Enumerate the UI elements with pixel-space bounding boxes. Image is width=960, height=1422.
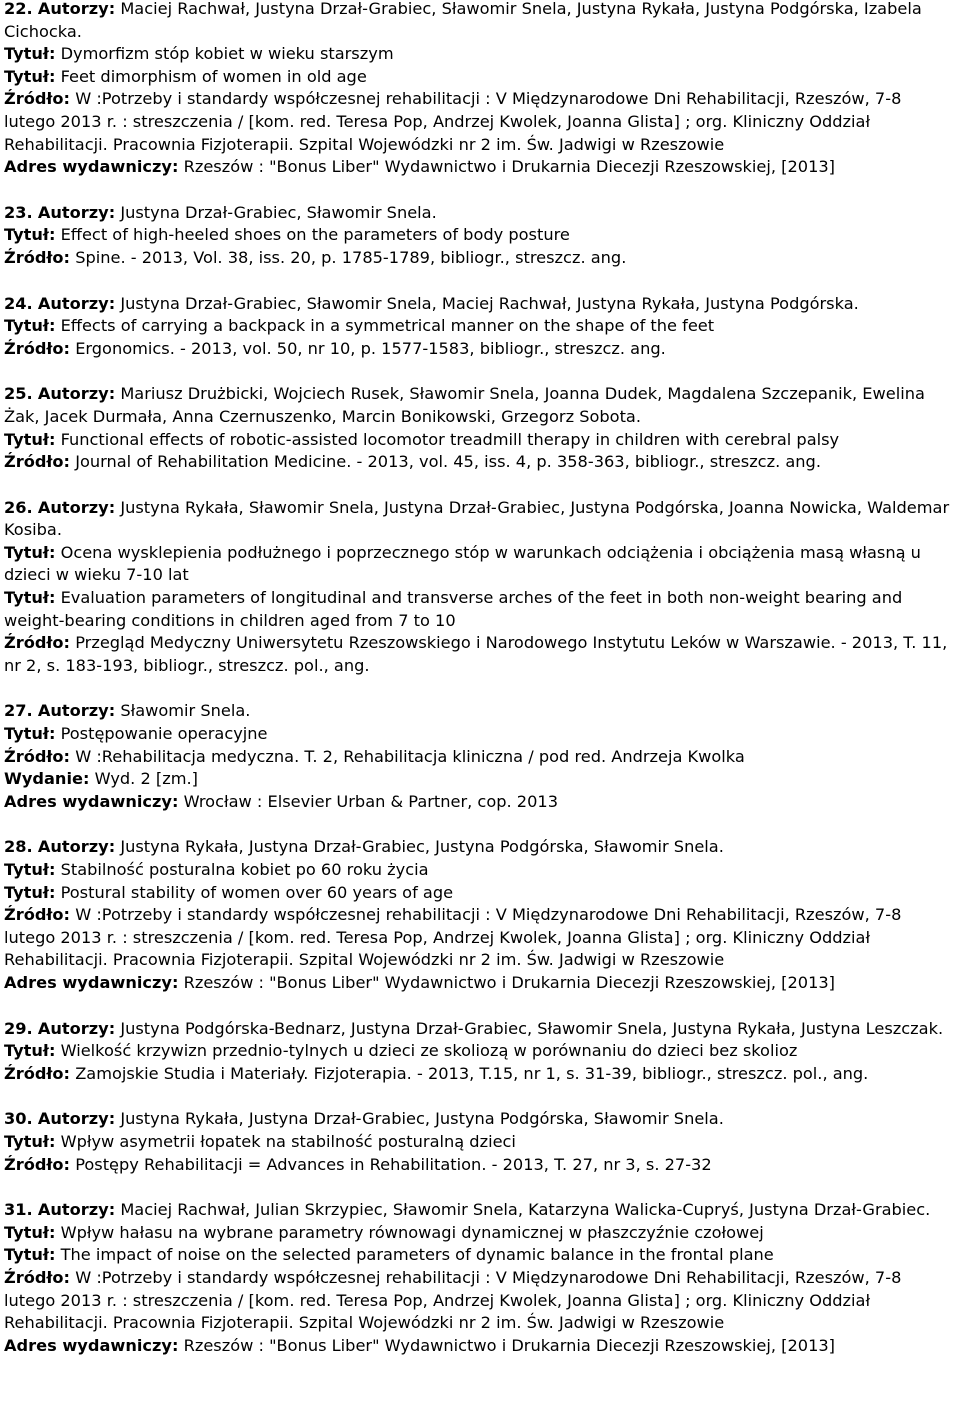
- field-label: Autorzy:: [37, 384, 116, 404]
- publication-entry: [4, 1108, 952, 1176]
- entry-number: 26.: [4, 497, 33, 517]
- entry-field: [4, 1154, 952, 1177]
- field-label: Adres wydawniczy:: [4, 791, 179, 811]
- entry-field: [4, 293, 952, 316]
- entry-field: [4, 43, 952, 66]
- entry-field: [4, 202, 952, 225]
- field-value: Wpływ asymetrii łopatek na stabilność posturalną dzieci: [60, 1131, 516, 1151]
- field-value: Rzeszów : "Bonus Liber" Wydawnictwo i Drukarnia Diecezji Rzeszowskiej, [2013]: [183, 157, 835, 177]
- publication-entry: [4, 293, 952, 361]
- entry-field: [4, 451, 952, 474]
- entry-number: 30.: [4, 1109, 33, 1129]
- field-value: Justyna Drzał-Grabiec, Sławomir Snela, Maciej Rachwał, Justyna Rykała, Justyna Podgórska.: [120, 293, 859, 313]
- field-label: Adres wydawniczy:: [4, 972, 179, 992]
- entry-number: 24.: [4, 293, 33, 313]
- entry-field: [4, 768, 952, 791]
- entry-field: [4, 383, 952, 428]
- field-label: Autorzy:: [37, 293, 116, 313]
- field-label: Tytuł:: [4, 882, 56, 902]
- entry-number: 29.: [4, 1018, 33, 1038]
- entry-field: [4, 700, 952, 723]
- field-label: Źródło:: [4, 633, 71, 653]
- field-label: Tytuł:: [4, 1222, 56, 1242]
- publication-entry: [4, 836, 952, 994]
- entry-number: 25.: [4, 384, 33, 404]
- field-value: Postępy Rehabilitacji = Advances in Rehabilitation. - 2013, T. 27, nr 3, s. 27-32: [75, 1154, 712, 1174]
- entry-field: [4, 497, 952, 542]
- entry-number: 23.: [4, 202, 33, 222]
- field-value: Justyna Drzał-Grabiec, Sławomir Snela.: [120, 202, 437, 222]
- entry-field: [4, 972, 952, 995]
- entry-number: 31.: [4, 1200, 33, 1220]
- entry-field: [4, 836, 952, 859]
- field-value: W :Potrzeby i standardy współczesnej rehabilitacji : V Międzynarodowe Dni Rehabilitacji, Rzeszów, 7-8 lutego 2013 r. : streszczenia / [kom. red. Teresa Pop, Andrzej Kwolek, Joanna Glista] ; org. Kliniczny Oddział Rehabilitacji. Pracownia Fizjoterapii. Szpital Wojewódzki nr 2 im. Św. Jadwigi w Rzeszowie: [4, 1267, 902, 1333]
- field-label: Tytuł:: [4, 1131, 56, 1151]
- entry-field: [4, 1108, 952, 1131]
- field-value: Effects of carrying a backpack in a symmetrical manner on the shape of the feet: [60, 316, 715, 336]
- entry-field: [4, 1244, 952, 1267]
- field-label: Źródło:: [4, 89, 71, 109]
- field-label: Źródło:: [4, 1267, 71, 1287]
- field-value: Rzeszów : "Bonus Liber" Wydawnictwo i Drukarnia Diecezji Rzeszowskiej, [2013]: [183, 1335, 835, 1355]
- entry-field: [4, 1063, 952, 1086]
- field-label: Tytuł:: [4, 44, 56, 64]
- entry-field: [4, 156, 952, 179]
- entry-field: [4, 904, 952, 972]
- field-label: Źródło:: [4, 1154, 71, 1174]
- field-value: Wpływ hałasu na wybrane parametry równowagi dynamicznej w płaszczyźnie czołowej: [60, 1222, 764, 1242]
- entry-number: 27.: [4, 701, 33, 721]
- field-label: Adres wydawniczy:: [4, 1335, 179, 1355]
- field-label: Źródło:: [4, 1063, 71, 1083]
- entry-field: [4, 791, 952, 814]
- field-value: Mariusz Drużbicki, Wojciech Rusek, Sławomir Snela, Joanna Dudek, Magdalena Szczepanik, Ewelina Żak, Jacek Durmała, Anna Czernuszenko, Marcin Bonikowski, Grzegorz Sobota.: [4, 384, 925, 426]
- field-label: Tytuł:: [4, 860, 56, 879]
- entry-field: [4, 882, 952, 905]
- entry-field: [4, 0, 952, 43]
- field-value: Rzeszów : "Bonus Liber" Wydawnictwo i Drukarnia Diecezji Rzeszowskiej, [2013]: [183, 972, 835, 992]
- field-value: W :Potrzeby i standardy współczesnej rehabilitacji : V Międzynarodowe Dni Rehabilitacji, Rzeszów, 7-8 lutego 2013 r. : streszczenia / [kom. red. Teresa Pop, Andrzej Kwolek, Joanna Glista] ; org. Kliniczny Oddział Rehabilitacji. Pracownia Fizjoterapii. Szpital Wojewódzki nr 2 im. Św. Jadwigi w Rzeszowie: [4, 905, 902, 970]
- field-value: Justyna Rykała, Sławomir Snela, Justyna Drzał-Grabiec, Justyna Podgórska, Joanna Nowicka, Waldemar Kosiba.: [4, 497, 950, 540]
- entry-field: [4, 88, 952, 156]
- publication-entry: [4, 0, 952, 179]
- field-label: Tytuł:: [4, 1245, 56, 1265]
- field-value: Journal of Rehabilitation Medicine. - 2013, vol. 45, iss. 4, p. 358-363, bibliogr., streszcz. ang.: [75, 452, 821, 472]
- field-value: W :Rehabilitacja medyczna. T. 2, Rehabilitacja kliniczna / pod red. Andrzeja Kwolka: [75, 746, 745, 766]
- publication-entry: [4, 700, 952, 813]
- field-value: Postępowanie operacyjne: [60, 724, 268, 744]
- entry-field: [4, 1131, 952, 1154]
- field-value: Maciej Rachwał, Justyna Drzał-Grabiec, Sławomir Snela, Justyna Rykała, Justyna Podgórska, Izabela Cichocka.: [4, 0, 922, 41]
- field-label: Tytuł:: [4, 225, 56, 245]
- field-label: Autorzy:: [37, 1109, 116, 1129]
- entry-field: [4, 429, 952, 452]
- entry-field: [4, 859, 952, 882]
- field-value: Justyna Podgórska-Bednarz, Justyna Drzał-Grabiec, Sławomir Snela, Justyna Rykała, Justyna Leszczak.: [120, 1018, 944, 1038]
- field-label: Tytuł:: [4, 429, 56, 449]
- field-value: Postural stability of women over 60 years of age: [60, 882, 454, 902]
- field-label: Wydanie:: [4, 769, 90, 789]
- field-value: Evaluation parameters of longitudinal and transverse arches of the feet in both non-weight bearing and weight-bearing conditions in children aged from 7 to 10: [4, 588, 903, 630]
- entry-number: 22.: [4, 0, 33, 18]
- field-value: Wrocław : Elsevier Urban & Partner, cop. 2013: [183, 791, 558, 811]
- entry-field: [4, 1335, 952, 1358]
- field-label: Źródło:: [4, 338, 71, 358]
- field-value: Sławomir Snela.: [120, 701, 251, 721]
- entry-field: [4, 587, 952, 632]
- field-value: Wielkość krzywizn przednio-tylnych u dzieci ze skoliozą w porównaniu do dzieci bez skolioz: [60, 1041, 798, 1061]
- field-label: Tytuł:: [4, 1041, 56, 1061]
- field-value: Przegląd Medyczny Uniwersytetu Rzeszowskiego i Narodowego Instytutu Leków w Warszawie. - 2013, T. 11, nr 2, s. 183-193, bibliogr., streszcz. pol., ang.: [4, 633, 948, 675]
- field-label: Autorzy:: [37, 1200, 116, 1220]
- field-label: Autorzy:: [37, 1018, 116, 1038]
- field-label: Autorzy:: [37, 202, 116, 222]
- field-value: Dymorfizm stóp kobiet w wieku starszym: [60, 44, 394, 64]
- entry-number: 28.: [4, 837, 33, 857]
- field-label: Źródło:: [4, 452, 71, 472]
- field-value: Spine. - 2013, Vol. 38, iss. 20, p. 1785-1789, bibliogr., streszcz. ang.: [75, 247, 627, 267]
- entry-field: [4, 723, 952, 746]
- entry-field: [4, 1040, 952, 1063]
- field-value: Feet dimorphism of women in old age: [60, 66, 367, 86]
- field-value: Maciej Rachwał, Julian Skrzypiec, Sławomir Snela, Katarzyna Walicka-Cupryś, Justyna Drzał-Grabiec.: [120, 1200, 931, 1220]
- field-label: Autorzy:: [37, 701, 116, 721]
- field-label: Źródło:: [4, 746, 71, 766]
- field-value: Justyna Rykała, Justyna Drzał-Grabiec, Justyna Podgórska, Sławomir Snela.: [120, 1109, 724, 1129]
- field-value: Ergonomics. - 2013, vol. 50, nr 10, p. 1577-1583, bibliogr., streszcz. ang.: [75, 338, 666, 358]
- field-value: Wyd. 2 [zm.]: [94, 769, 198, 789]
- entry-field: [4, 247, 952, 270]
- publication-entry: [4, 383, 952, 473]
- publication-entry: [4, 202, 952, 270]
- entry-field: [4, 632, 952, 677]
- field-label: Tytuł:: [4, 542, 56, 562]
- entry-field: [4, 746, 952, 769]
- field-value: Ocena wysklepienia podłużnego i poprzecznego stóp w warunkach odciążenia i obciążenia masą własną u dzieci w wieku 7-10 lat: [4, 542, 921, 585]
- field-value: W :Potrzeby i standardy współczesnej rehabilitacji : V Międzynarodowe Dni Rehabilitacji, Rzeszów, 7-8 lutego 2013 r. : streszczenia / [kom. red. Teresa Pop, Andrzej Kwolek, Joanna Glista] ; org. Kliniczny Oddział Rehabilitacji. Pracownia Fizjoterapii. Szpital Wojewódzki nr 2 im. Św. Jadwigi w Rzeszowie: [4, 89, 902, 154]
- entry-field: [4, 542, 952, 587]
- field-value: Justyna Rykała, Justyna Drzał-Grabiec, Justyna Podgórska, Sławomir Snela.: [120, 837, 724, 857]
- entry-field: [4, 1267, 952, 1335]
- field-label: Autorzy:: [37, 497, 116, 517]
- publication-entry: [4, 497, 952, 678]
- field-label: Tytuł:: [4, 316, 56, 336]
- field-value: Functional effects of robotic-assisted locomotor treadmill therapy in children with cerebral palsy: [60, 429, 840, 449]
- publication-list: [4, 0, 952, 1380]
- entry-field: [4, 315, 952, 338]
- publication-entry: [4, 1018, 952, 1086]
- field-value: The impact of noise on the selected parameters of dynamic balance in the frontal plane: [60, 1245, 774, 1265]
- field-label: Źródło:: [4, 905, 71, 925]
- entry-field: [4, 338, 952, 361]
- entry-field: [4, 1222, 952, 1245]
- field-label: Źródło:: [4, 247, 71, 267]
- field-value: Effect of high-heeled shoes on the parameters of body posture: [60, 225, 570, 245]
- publication-entry: [4, 1199, 952, 1357]
- entry-field: [4, 224, 952, 247]
- field-label: Autorzy:: [37, 0, 116, 18]
- entry-field: [4, 1018, 952, 1041]
- field-label: Adres wydawniczy:: [4, 157, 179, 177]
- field-label: Autorzy:: [37, 837, 116, 857]
- field-label: Tytuł:: [4, 588, 56, 608]
- entry-field: [4, 66, 952, 89]
- field-value: Zamojskie Studia i Materiały. Fizjoterapia. - 2013, T.15, nr 1, s. 31-39, bibliogr., streszcz. pol., ang.: [75, 1063, 869, 1083]
- field-label: Tytuł:: [4, 66, 56, 86]
- field-value: Stabilność posturalna kobiet po 60 roku życia: [60, 860, 429, 879]
- field-label: Tytuł:: [4, 724, 56, 744]
- entry-field: [4, 1199, 952, 1222]
